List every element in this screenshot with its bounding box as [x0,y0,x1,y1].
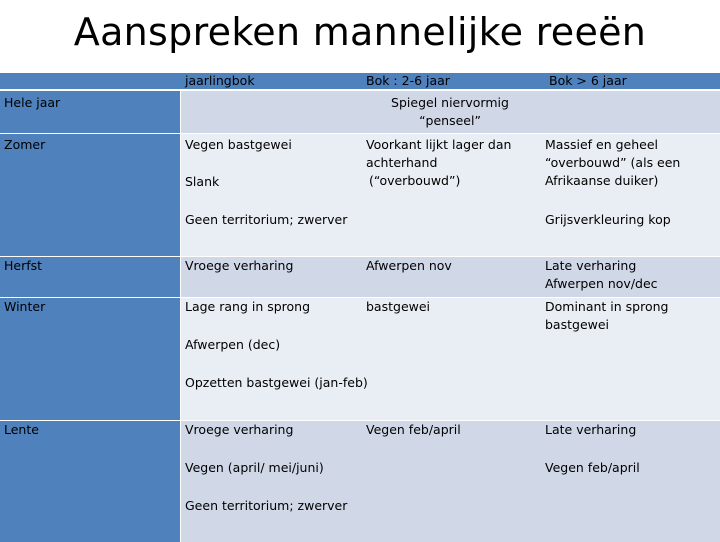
table-row-hele-jaar [0,90,720,133]
zomer-c2-line2: achterhand [366,155,438,170]
zomer-c3-line4: Grijsverkleuring kop [545,212,671,227]
zomer-c1-line3: Geen territorium; zwerver [185,212,348,227]
herfst-c3-line1: Late verharing [545,258,637,273]
header-bok-6-plus: Bok > 6 jaar [549,73,627,88]
header-bok-2-6: Bok : 2-6 jaar [366,73,450,88]
table-row-zomer [0,133,720,256]
lente-c2-line1: Vegen feb/april [366,422,461,437]
winter-c1-line2: Afwerpen (dec) [185,337,281,352]
lente-c3-line2: Vegen feb/april [545,460,640,475]
row-label-herfst: Herfst [4,258,43,273]
zomer-c3-line1: Massief en geheel [545,137,658,152]
zomer-c2-line3: (“overbouwd”) [369,173,461,188]
herfst-c1-line1: Vroege verharing [185,258,294,273]
zomer-c3-line3: Afrikaanse duiker) [545,173,659,188]
lente-c1-line1: Vroege verharing [185,422,294,437]
lente-c1-line2: Vegen (april/ mei/juni) [185,460,324,475]
table-row-winter [0,297,720,420]
lente-c3-line1: Late verharing [545,422,637,437]
cell-spiegel-line2: “penseel” [419,113,481,128]
herfst-c2-line1: Afwerpen nov [366,258,452,273]
header-jaarlingbok: jaarlingbok [185,73,255,88]
table-header-row [0,73,720,89]
table-row-lente [0,420,720,542]
row-label-zomer: Zomer [4,137,46,152]
slide-title: Aanspreken mannelijke reeën [73,10,647,54]
winter-c2-line1: bastgewei [366,299,431,314]
zomer-c1-line2: Slank [185,174,220,189]
row-label-lente: Lente [4,422,39,437]
herfst-c3-line2: Afwerpen nov/dec [545,276,658,291]
winter-c3-line1: Dominant in sprong [545,299,669,314]
cell-spiegel-line1: Spiegel niervormig [391,95,509,110]
row-label-winter: Winter [4,299,46,314]
winter-c1-line1: Lage rang in sprong [185,299,311,314]
lente-c1-line3: Geen territorium; zwerver [185,498,348,513]
zomer-c1-line1: Vegen bastgewei [185,137,292,152]
zomer-c2-line1: Voorkant lijkt lager dan [366,137,512,152]
table-row-herfst [0,256,720,297]
winter-c1-line3: Opzetten bastgewei (jan-feb) [185,375,368,390]
row-label-hele-jaar: Hele jaar [4,95,61,110]
winter-c3-line2: bastgewei [545,317,610,332]
zomer-c3-line2: “overbouwd” (als een [545,155,681,170]
